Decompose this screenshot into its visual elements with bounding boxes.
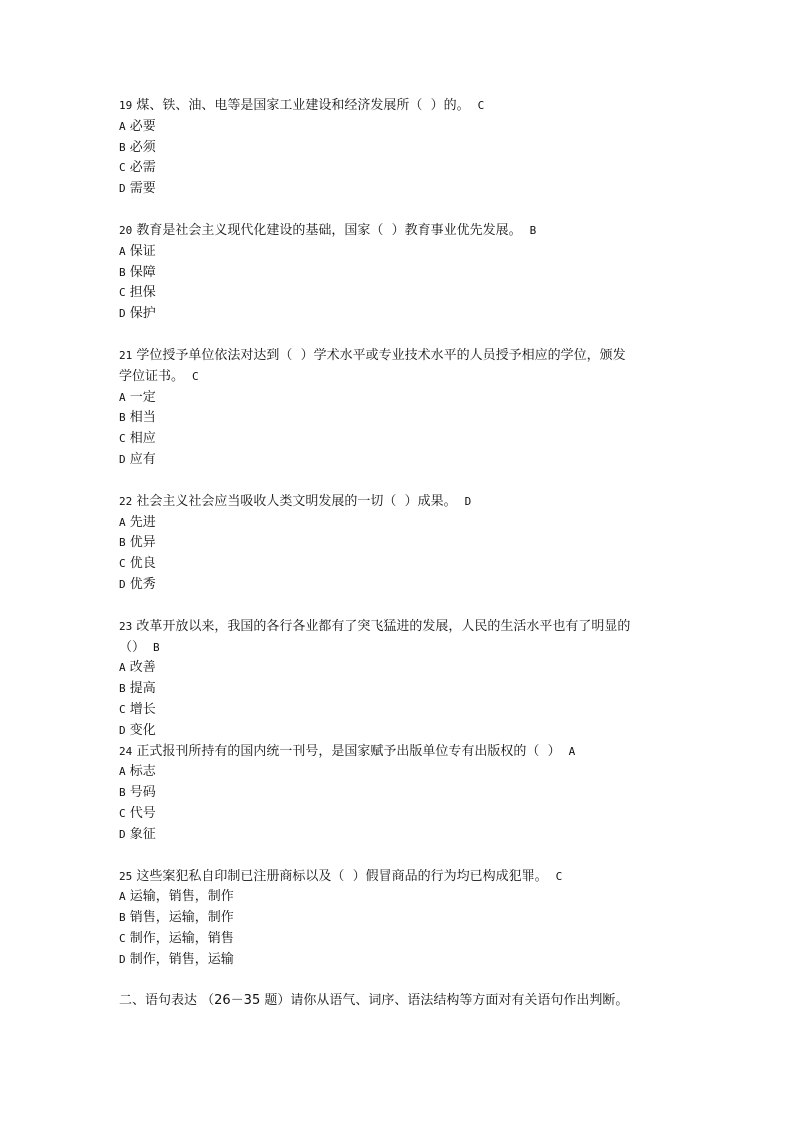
- option: [119, 908, 679, 929]
- option-letter: A: [119, 390, 126, 404]
- question-stem-continued: [119, 367, 679, 388]
- option-letter: A: [119, 765, 126, 779]
- question-text-continued: 学位证书。: [119, 368, 185, 384]
- option: [119, 950, 679, 971]
- option-letter: B: [119, 786, 126, 800]
- option: [119, 263, 679, 284]
- answer-key: D: [464, 494, 472, 508]
- option: [119, 554, 679, 575]
- question-stem: [119, 492, 679, 513]
- question-21: [119, 346, 679, 471]
- section-heading: 二、语句表达 （26－35 题）请你从语气、词序、语法结构等方面对有关语句作出判断。: [119, 993, 629, 1009]
- question-text: 这些案犯私自印制已注册商标以及（ ）假冒商品的行为均已构成犯罪。: [136, 868, 548, 884]
- option-letter: C: [119, 806, 126, 820]
- option-letter: D: [119, 723, 126, 737]
- question-stem: [119, 742, 679, 763]
- question-text: 社会主义社会应当吸收人类文明发展的一切（ ）成果。: [136, 493, 457, 509]
- option: [119, 429, 679, 450]
- answer-key: B: [153, 640, 160, 654]
- option-letter: B: [119, 911, 126, 925]
- option-text: 一定: [129, 389, 156, 405]
- question-text: 改革开放以来，我国的各行各业都有了突飞猛进的发展，人民的生活水平也有了明显的: [136, 618, 631, 634]
- option-letter: C: [119, 161, 126, 175]
- option-letter: B: [119, 536, 126, 550]
- option: [119, 679, 679, 700]
- option-text: 保证: [129, 243, 156, 259]
- option: [119, 762, 679, 783]
- option-text: 提高: [129, 681, 156, 697]
- answer-key: C: [477, 99, 485, 112]
- option-letter: B: [119, 265, 126, 279]
- option: [119, 450, 679, 471]
- option: [119, 825, 679, 846]
- question-text: 学位授予单位依法对达到（ ）学术水平或专业技术水平的人员授予相应的学位，颁发: [136, 347, 626, 363]
- option-text: 优秀: [129, 576, 156, 592]
- option-letter: C: [119, 286, 126, 300]
- option: [119, 242, 679, 263]
- answer-key: A: [568, 744, 576, 758]
- option-text: 象征: [129, 826, 156, 842]
- option: [119, 804, 679, 825]
- option-text: 先进: [129, 514, 156, 530]
- question-23: [119, 617, 679, 742]
- option-text: 优良: [129, 556, 156, 572]
- spacer: [119, 471, 679, 492]
- option-letter: A: [119, 244, 126, 258]
- option-text: 运输，销售，制作: [129, 889, 234, 905]
- document-page: [119, 96, 679, 1012]
- question-text: 煤、铁、油、电等是国家工业建设和经济发展所（ ）的。: [136, 98, 470, 113]
- option-text: 相应: [129, 431, 156, 447]
- option: [119, 575, 679, 596]
- option: [119, 138, 679, 159]
- option: [119, 533, 679, 554]
- spacer: [119, 596, 679, 617]
- option-letter: D: [119, 182, 126, 196]
- question-stem: [119, 867, 679, 888]
- option-text: 改善: [129, 660, 156, 676]
- option: [119, 658, 679, 679]
- answer-key: C: [555, 869, 563, 883]
- option-letter: A: [119, 119, 126, 133]
- option-letter: C: [119, 931, 126, 945]
- question-25: [119, 867, 679, 971]
- option-letter: A: [119, 661, 126, 675]
- option: [119, 887, 679, 908]
- option-letter: B: [119, 411, 126, 425]
- spacer: [119, 200, 679, 221]
- question-number: 19: [119, 99, 133, 112]
- option-letter: B: [119, 682, 126, 696]
- option: [119, 117, 679, 138]
- option-text: 增长: [129, 701, 156, 717]
- question-number: 23: [119, 619, 133, 633]
- option-text: 代号: [129, 805, 156, 821]
- option-text: 必须: [129, 139, 156, 155]
- question-text-continued: （）: [119, 639, 146, 655]
- question-stem-continued: [119, 638, 679, 659]
- option-letter: C: [119, 702, 126, 716]
- question-19: [119, 96, 679, 200]
- option-text: 制作，运输，销售: [129, 930, 234, 946]
- question-number: 21: [119, 348, 133, 362]
- option-letter: B: [119, 140, 126, 154]
- option: [119, 158, 679, 179]
- question-number: 20: [119, 223, 133, 237]
- question-stem: [119, 221, 679, 242]
- option-text: 制作，销售，运输: [129, 951, 234, 967]
- option-letter: C: [119, 432, 126, 446]
- question-text: 教育是社会主义现代化建设的基础，国家（ ）教育事业优先发展。: [136, 222, 522, 238]
- question-number: 24: [119, 744, 133, 758]
- spacer: [119, 325, 679, 346]
- option: [119, 408, 679, 429]
- question-stem: [119, 346, 679, 367]
- question-22: [119, 492, 679, 596]
- option-text: 销售，运输，制作: [129, 910, 234, 926]
- option-text: 号码: [129, 785, 156, 801]
- option-letter: A: [119, 890, 126, 904]
- option-text: 保障: [129, 264, 156, 280]
- question-number: 22: [119, 494, 133, 508]
- option-text: 必要: [129, 118, 156, 134]
- option: [119, 721, 679, 742]
- question-stem: [119, 96, 679, 117]
- option: [119, 783, 679, 804]
- question-number: 25: [119, 869, 133, 883]
- option-letter: D: [119, 452, 126, 466]
- option-letter: D: [119, 952, 126, 966]
- option-letter: D: [119, 577, 126, 591]
- option-text: 需要: [129, 181, 156, 197]
- option-text: 应有: [129, 451, 156, 467]
- option: [119, 304, 679, 325]
- option-text: 优异: [129, 535, 156, 551]
- option-letter: C: [119, 557, 126, 571]
- question-20: [119, 221, 679, 325]
- option-text: 保护: [129, 306, 156, 322]
- option: [119, 700, 679, 721]
- answer-key: C: [192, 369, 199, 383]
- question-24: [119, 742, 679, 846]
- option: [119, 283, 679, 304]
- option-text: 必需: [129, 160, 156, 176]
- option-text: 担保: [129, 285, 156, 301]
- question-stem: [119, 617, 679, 638]
- option: [119, 513, 679, 534]
- answer-key: B: [529, 223, 537, 237]
- option-text: 变化: [129, 722, 156, 738]
- spacer: [119, 846, 679, 867]
- option-text: 相当: [129, 410, 156, 426]
- option: [119, 388, 679, 409]
- option: [119, 179, 679, 200]
- option-letter: D: [119, 827, 126, 841]
- option-text: 标志: [129, 764, 156, 780]
- option: [119, 929, 679, 950]
- option-letter: D: [119, 307, 126, 321]
- option-letter: A: [119, 515, 126, 529]
- question-text: 正式报刊所持有的国内统一刊号，是国家赋予出版单位专有出版权的（ ）: [136, 743, 561, 759]
